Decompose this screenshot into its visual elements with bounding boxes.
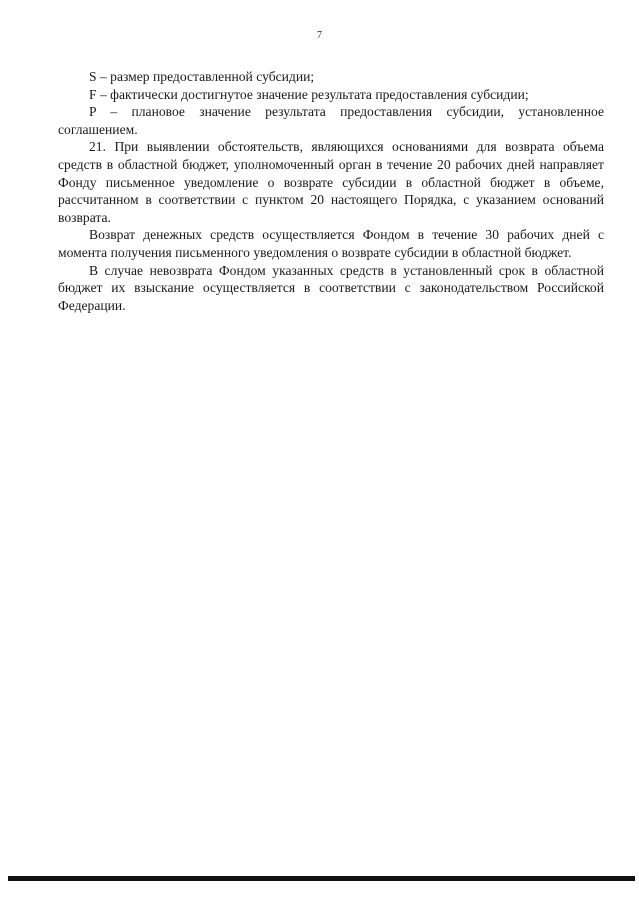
definition-s: S – размер предоставленной субсидии; — [89, 69, 315, 84]
page-number: 7 — [317, 30, 322, 41]
non-refund-paragraph: В случае невозврата Фондом указанных средств в установленный срок в областной бюджет их взыскание осуществляется в соответствии с законодательством Российской Федерации. — [58, 262, 604, 313]
document-body — [58, 68, 604, 314]
clause-21: 21. При выявлении обстоятельств, являющихся основаниями для возврата объема средств в областной бюджет, уполномоченный орган в течение 20 рабочих дней направляет Фонду письменное уведомление о возврате субсидии в областной бюджет в объеме, рассчитанном в соответствии с пунктом 20 настоящего Порядка, с указанием оснований возврата. — [58, 139, 604, 225]
refund-paragraph: Возврат денежных средств осуществляется Фондом в течение 30 рабочих дней с момента получения письменного уведомления о возврате субсидии в областной бюджет. — [58, 227, 604, 260]
definition-f: F – фактически достигнутое значение результата предоставления субсидии; — [89, 86, 529, 102]
definition-p: P – плановое значение результата предоставления субсидии, установленное соглашением. — [58, 104, 604, 137]
bottom-rule — [8, 876, 635, 881]
